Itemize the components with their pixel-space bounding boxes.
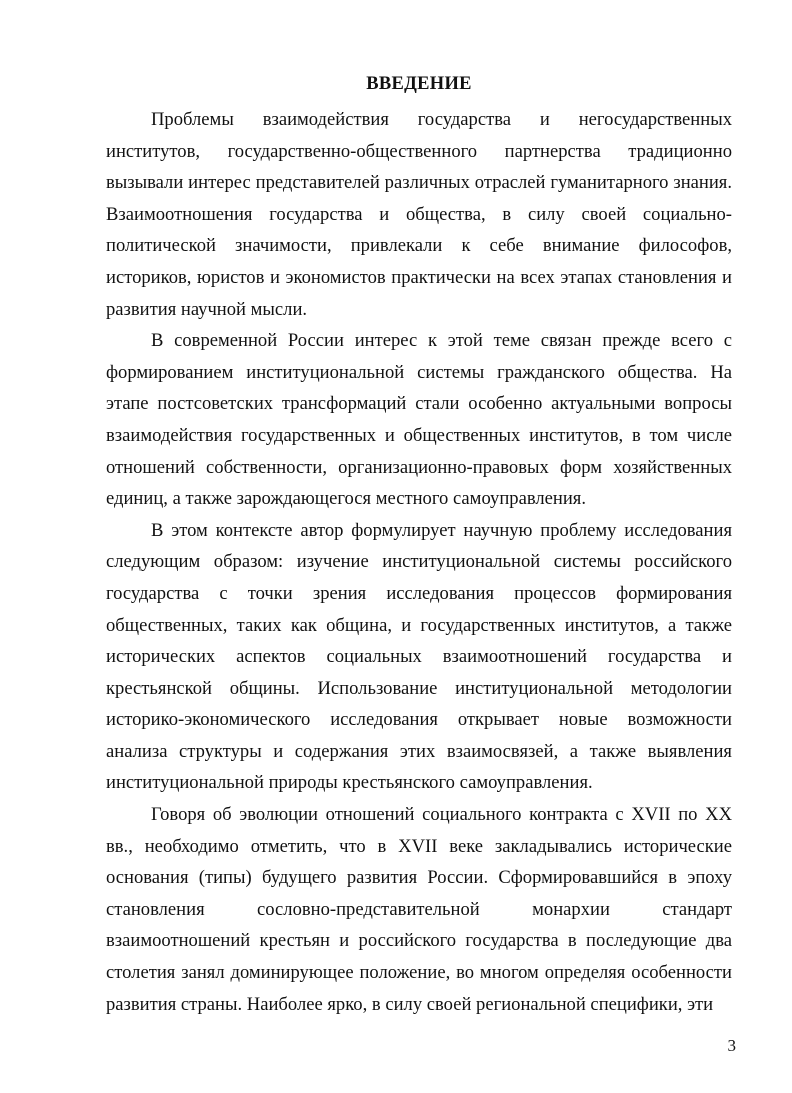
body-text [106,104,732,1020]
paragraph: В современной России интерес к этой теме связан прежде всего с формированием институциональной системы гражданского общества. На этапе постсоветских трансформаций стали особенно актуальными вопросы взаимодействия государственных и общественных институтов, в том числе отношений собственности, организационно-правовых форм хозяйственных единиц, а также зарождающегося местного самоуправления. [106,330,732,510]
paragraph: Говоря об эволюции отношений социального контракта с XVII по XX вв., необходимо отметить, что в XVII веке закладывались исторические основания (типы) будущего развития России. Сформировавшийся в эпоху становления сословно-представительной монархии стандарт взаимоотношений крестьян и российского государства в последующие два столетия занял доминирующее положение, во многом определяя особенности развития страны. Наиболее ярко, в силу своей региональной специфики, эти [106,804,732,1015]
page-number: 3 [727,1036,736,1055]
section-heading: ВВЕДЕНИЕ [366,74,472,94]
paragraph: Проблемы взаимодействия государства и негосударственных институтов, государственно-общественного партнерства традиционно вызывали интерес представителей различных отраслей гуманитарного знания. Взаимоотношения государства и общества, в силу своей социально-политической значимости, привлекали к себе внимание философов, историков, юристов и экономистов практически на всех этапах становления и развития научной мысли. [106,109,732,320]
paragraph: В этом контексте автор формулирует научную проблему исследования следующим образом: изучение институциональной системы российского государства с точки зрения исследования процессов формирования общественных, таких как община, и государственных институтов, а также исторических аспектов социальных взаимоотношений государства и крестьянской общины. Использование институциональной методологии историко-экономического исследования открывает новые возможности анализа структуры и содержания этих взаимосвязей, а также выявления институциональной природы крестьянского самоуправления. [106,519,732,794]
